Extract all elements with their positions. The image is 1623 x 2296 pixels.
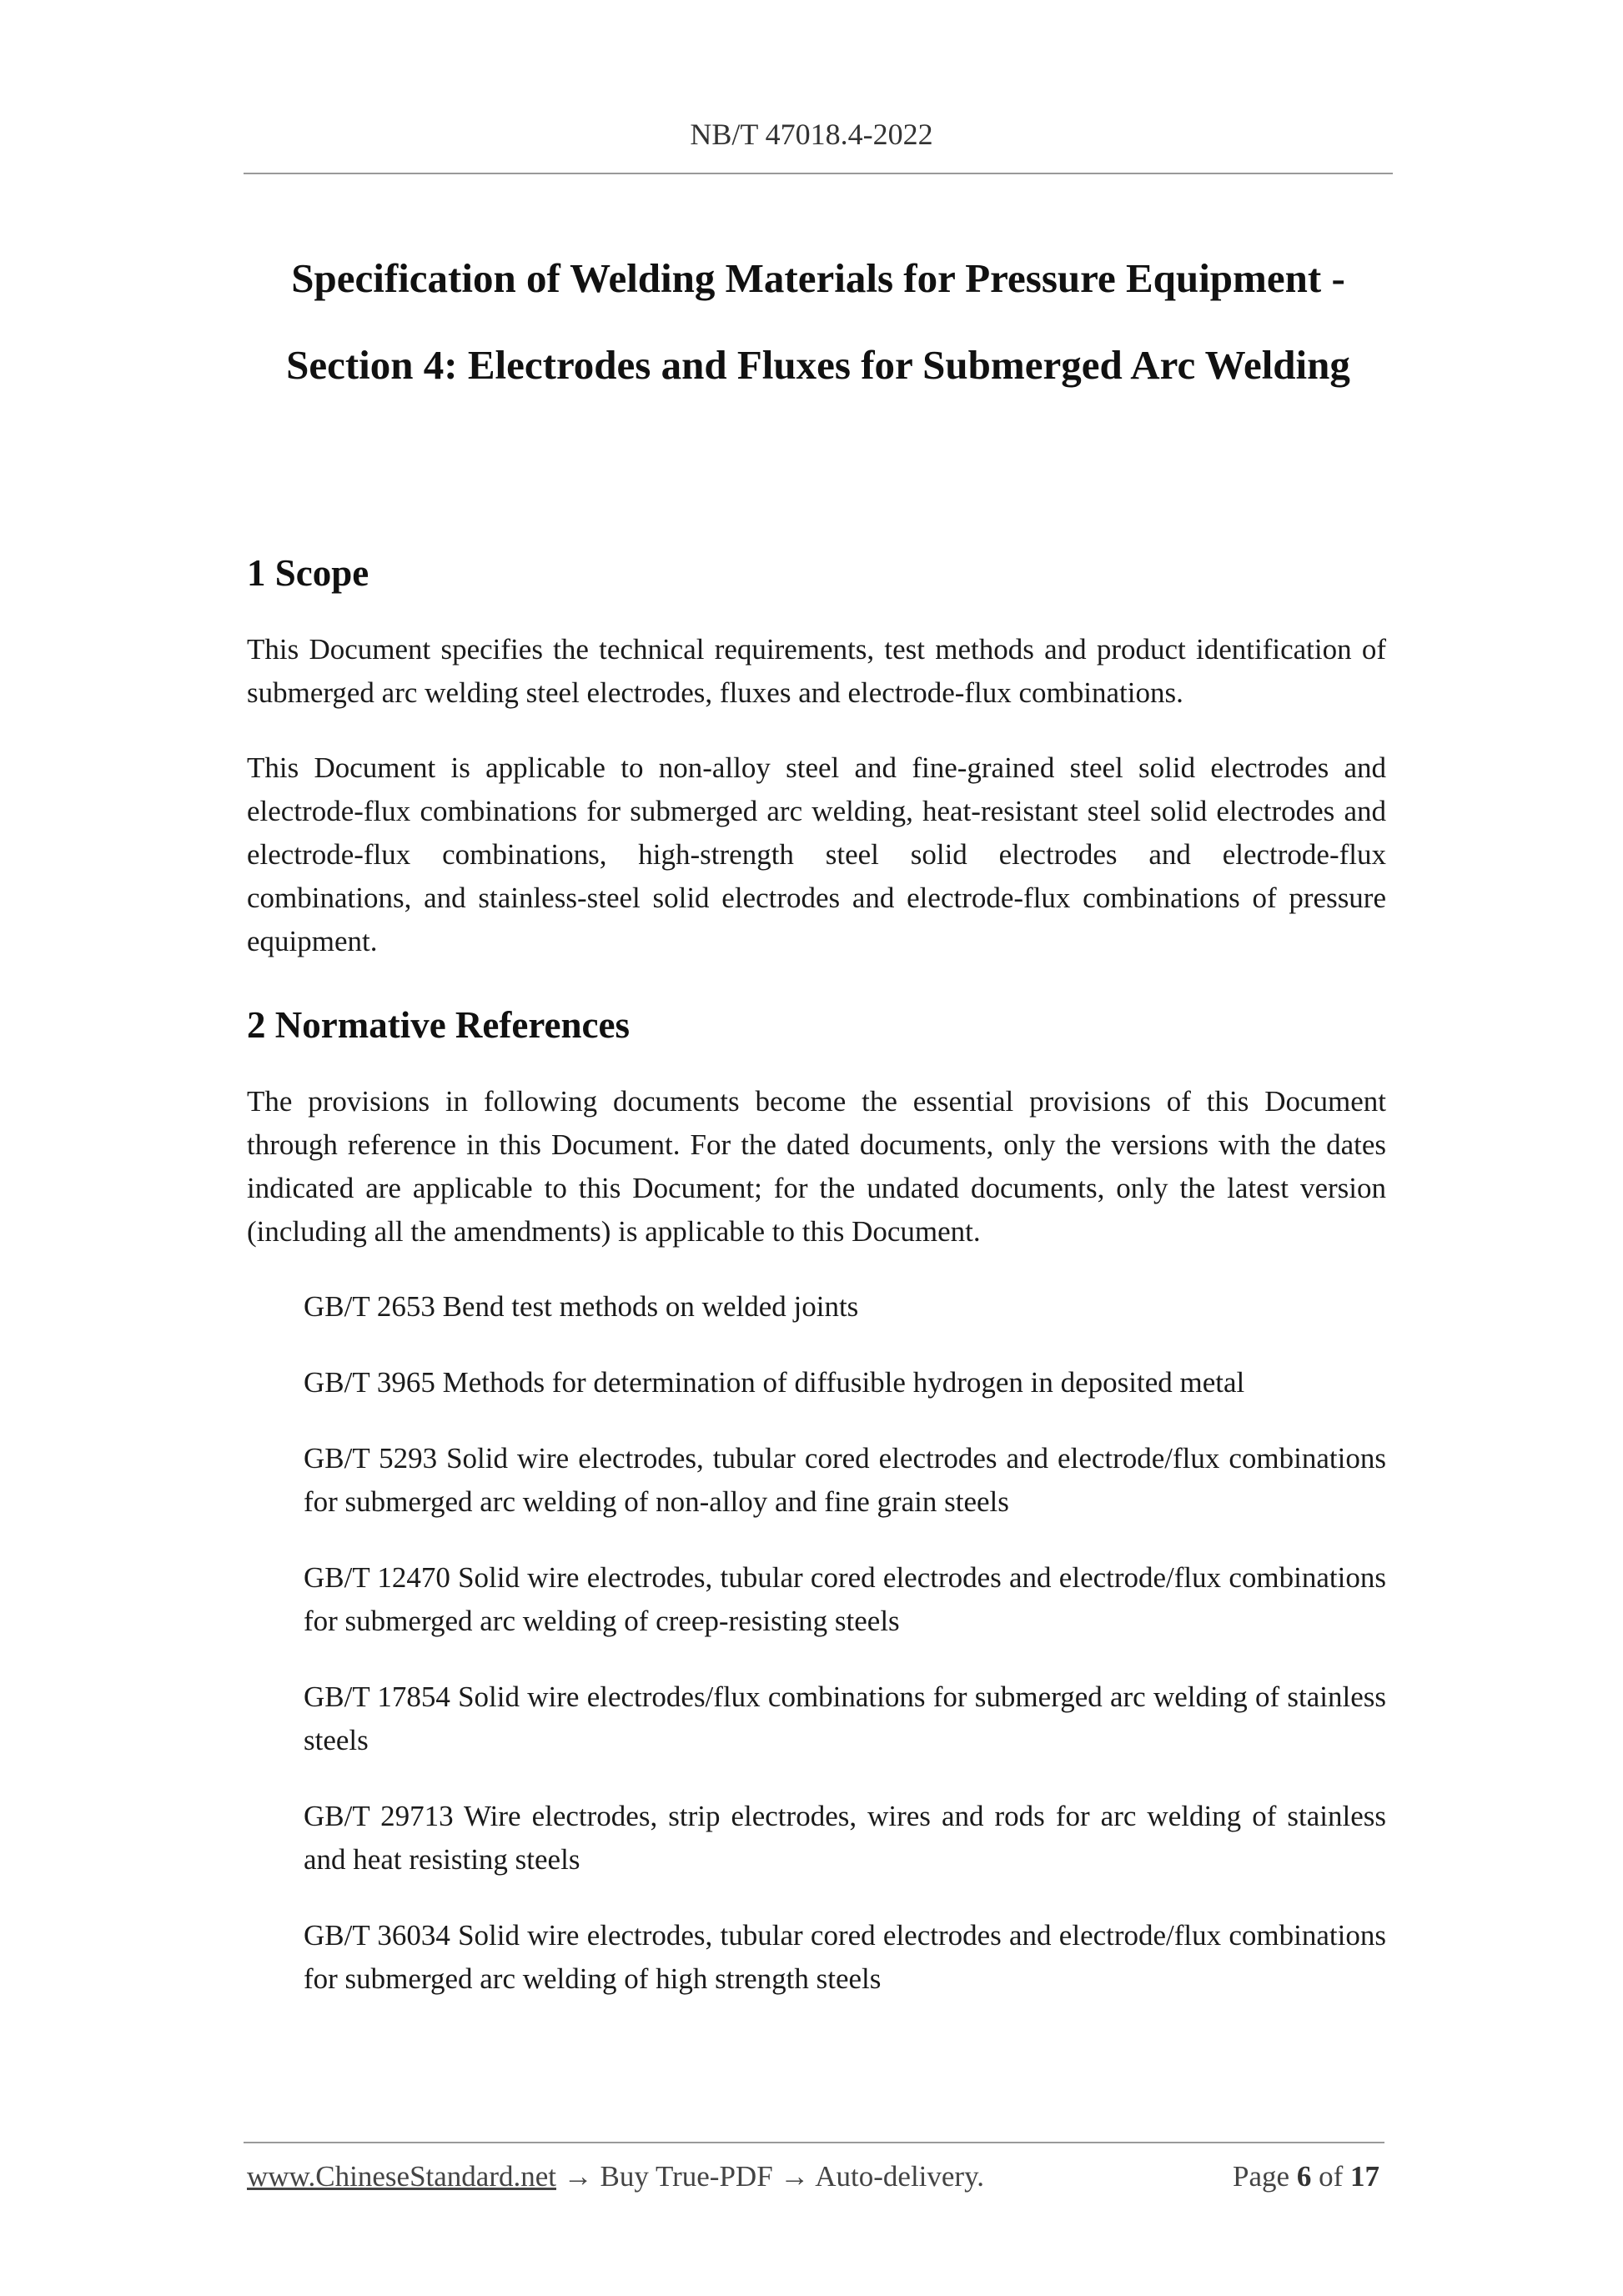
footer-promo	[247, 2160, 984, 2193]
buy-true-pdf-text: Buy True-PDF	[600, 2160, 773, 2193]
reference-item: GB/T 17854 Solid wire electrodes/flux combinations for submerged arc welding of stainless steels	[304, 1681, 1386, 1756]
footer-divider	[244, 2142, 1384, 2143]
website-link[interactable]: www.ChineseStandard.net	[247, 2160, 556, 2193]
scope-paragraph: This Document specifies the technical requirements, test methods and product identification of submerged arc welding steel electrodes, fluxes and electrode-flux combinations.	[247, 633, 1386, 709]
document-body	[247, 543, 1386, 2033]
reference-item: GB/T 29713 Wire electrodes, strip electrodes, wires and rods for arc welding of stainless and heat resisting steels	[304, 1800, 1386, 1876]
page-label: Page	[1233, 2160, 1290, 2193]
title-line-2: Section 4: Electrodes and Fluxes for Submerged Arc Welding	[286, 342, 1350, 388]
page-total: 17	[1350, 2160, 1379, 2193]
auto-delivery-text: Auto-delivery.	[815, 2160, 985, 2193]
normative-intro-paragraph: The provisions in following documents become the essential provisions of this Document through reference in this Document. For the dated documents, only the versions with the dates indicated are applicable to this Document; for the undated documents, only the latest version (including all the amendments) is applicable to this Document.	[247, 1085, 1386, 1248]
reference-item: GB/T 5293 Solid wire electrodes, tubular cored electrodes and electrode/flux combinations for submerged arc welding of non-alloy and fine grain steels	[304, 1442, 1386, 1518]
reference-item: GB/T 3965 Methods for determination of diffusible hydrogen in deposited metal	[304, 1366, 1245, 1399]
document-title	[244, 235, 1393, 409]
reference-list	[247, 1285, 1386, 2001]
header-divider	[244, 173, 1393, 174]
arrow-right-icon: →	[563, 2160, 593, 2193]
of-label: of	[1319, 2160, 1344, 2193]
page-number: 6	[1296, 2160, 1312, 2193]
reference-item: GB/T 12470 Solid wire electrodes, tubular cored electrodes and electrode/flux combinations for submerged arc welding of creep-resisting steels	[304, 1561, 1386, 1637]
section-heading-normative-references: 2 Normative References	[247, 1004, 630, 1046]
section-heading-scope: 1 Scope	[247, 552, 369, 594]
reference-item: GB/T 2653 Bend test methods on welded joints	[304, 1290, 859, 1323]
document-code-header: NB/T 47018.4-2022	[690, 118, 933, 151]
title-line-1: Specification of Welding Materials for Pressure Equipment -	[291, 255, 1345, 301]
reference-item: GB/T 36034 Solid wire electrodes, tubular cored electrodes and electrode/flux combinations for submerged arc welding of high strength steels	[304, 1919, 1386, 1995]
page-indicator	[1233, 2160, 1379, 2193]
scope-paragraph: This Document is applicable to non-alloy steel and fine-grained steel solid electrodes and electrode-flux combinations for submerged arc welding, heat-resistant steel solid electrodes and electrode-flux combinations, high-strength steel solid electrodes and electrode-flux combinations, and stainless-steel solid electrodes and electrode-flux combinations of pressure equipment.	[247, 751, 1386, 957]
arrow-right-icon: →	[780, 2160, 810, 2193]
